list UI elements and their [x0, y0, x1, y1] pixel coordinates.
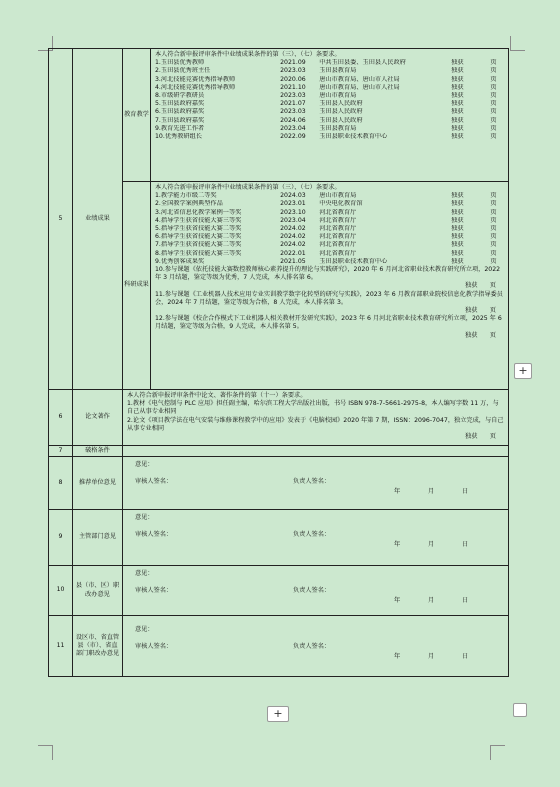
application-form-table [48, 48, 509, 677]
achievement-page: 页 [490, 257, 497, 265]
opinion-number: 9 [49, 510, 73, 566]
achievement-title: 7.玉田县政府嘉奖 [155, 116, 205, 124]
sec6-intro: 本人符合新申报评审条件中论文、著作条件的第（十一）条要求。 [127, 392, 307, 399]
achievement-issuer: 唐山市教育局、唐山市人社局 [319, 75, 400, 83]
achievement-page: 页 [490, 249, 497, 257]
date-month: 月 [428, 597, 435, 605]
research-para-11-tail: 独获 页 [465, 307, 496, 315]
achievement-title: 10.优秀教研组长 [155, 133, 202, 141]
opinion-content[interactable] [123, 616, 509, 677]
date-year: 年 [394, 653, 401, 661]
achievement-row [155, 241, 504, 249]
achievement-date: 2022.09 [280, 133, 306, 141]
reviewer-signature-label: 审核人签名： [135, 478, 173, 486]
achievement-issuer: 河北省教育厅 [319, 233, 357, 241]
achievement-row [155, 250, 504, 258]
achievement-date: 2024.06 [280, 116, 306, 124]
achievement-page: 页 [490, 100, 497, 108]
achievement-status: 独获 [451, 192, 464, 200]
achievement-date: 2024.02 [280, 241, 306, 249]
achievement-status: 独获 [451, 208, 464, 216]
achievement-page: 页 [490, 124, 497, 132]
achievement-title: 2.全国教学案例典型作品 [155, 200, 223, 208]
date-year: 年 [394, 597, 401, 605]
achievement-issuer: 唐山市教育局 [319, 92, 357, 100]
achievement-status: 独获 [451, 100, 464, 108]
achievement-issuer: 玉田县人民政府 [319, 116, 363, 124]
achievement-status: 独获 [451, 133, 464, 141]
achievement-status: 独获 [451, 257, 464, 265]
sec6-row [49, 390, 509, 446]
achievement-page: 页 [490, 67, 497, 75]
achievement-date: 2023.03 [280, 108, 306, 116]
achievement-date: 2021.09 [280, 59, 306, 67]
achievement-date: 2022.01 [280, 249, 306, 257]
opinion-row-10 [49, 566, 509, 616]
opinion-label: 推荐单位意见 [73, 457, 123, 510]
achievement-row [155, 117, 504, 125]
reviewer-signature-label: 审核人签名： [135, 643, 173, 651]
table-resize-handle[interactable] [513, 703, 527, 717]
opinion-row-9 [49, 510, 509, 566]
achievement-title: 7.指导学生获省技能大赛二等奖 [155, 241, 242, 249]
achievement-issuer: 玉田县职业技术教育中心 [319, 257, 388, 265]
achievement-page: 页 [490, 92, 497, 100]
achievement-issuer: 中央电化教育馆 [319, 200, 363, 208]
achievement-date: 2023.01 [280, 200, 306, 208]
achievement-page: 页 [490, 200, 497, 208]
teach-intro: 本人符合新申报评审条件中业绩成果条件的第（三）、（七）条要求。 [155, 51, 341, 58]
achievement-date: 2024.02 [280, 225, 306, 233]
teach-sublabel: 教育教学 [123, 49, 151, 182]
achievement-status: 独获 [451, 124, 464, 132]
opinion-label: 设区市、省直管县（市）、省直部门职改办意见 [73, 616, 123, 677]
achievement-page: 页 [490, 225, 497, 233]
achievement-date: 2021.10 [280, 83, 306, 91]
achievement-title: 8.市级研学教研员 [155, 92, 205, 100]
achievement-status: 独获 [451, 67, 464, 75]
achievement-title: 5.玉田县政府嘉奖 [155, 100, 205, 108]
achievement-issuer: 河北省教育厅 [319, 225, 357, 233]
achievement-row [155, 76, 504, 84]
achievement-status: 独获 [451, 108, 464, 116]
sec6-item-2: 2.论文《项目教学法在电气安装与维修课程教学中的应用》发表于《电脑校园》2020 年第 7 期，ISSN：2096-7047，独立完成，与自己从事专业相同 [127, 416, 504, 432]
achievement-title: 9.教育先进工作者 [155, 124, 205, 132]
achievement-row [155, 108, 504, 116]
achievement-title: 3.河北技能竞赛优秀指导教师 [155, 75, 236, 83]
leader-signature-label: 负责人签名： [293, 587, 331, 595]
achievement-row [155, 125, 504, 133]
achievement-row [155, 209, 504, 217]
achievement-date: 2023.03 [280, 92, 306, 100]
achievement-status: 独获 [451, 241, 464, 249]
achievement-status: 独获 [451, 200, 464, 208]
opinion-number: 8 [49, 457, 73, 510]
leader-signature-label: 负责人签名： [293, 531, 331, 539]
add-row-bottom-button[interactable]: + [267, 706, 289, 722]
achievement-issuer: 玉田县教育局 [319, 124, 357, 132]
crop-mark-bottom-right [490, 745, 505, 760]
date-day: 日 [462, 597, 469, 605]
achievement-date: 2023.04 [280, 216, 306, 224]
achievement-page: 页 [490, 241, 497, 249]
sec5-number: 5 [49, 49, 73, 390]
achievement-issuer: 玉田县教育局 [319, 67, 357, 75]
achievement-row [155, 67, 504, 75]
achievement-row [155, 133, 504, 141]
achievement-row [155, 225, 504, 233]
achievement-row [155, 84, 504, 92]
achievement-issuer: 河北省教育厅 [319, 249, 357, 257]
achievement-status: 独获 [451, 225, 464, 233]
achievement-status: 独获 [451, 249, 464, 257]
reviewer-signature-label: 审核人签名： [135, 587, 173, 595]
achievement-issuer: 唐山市教育局、唐山市人社局 [319, 83, 400, 91]
sec6-content[interactable] [123, 390, 509, 446]
opinion-prompt: 意见： [135, 626, 154, 633]
achievement-title: 9.优秀创客成果奖 [155, 257, 205, 265]
date-month: 月 [428, 653, 435, 661]
achievement-date: 2023.03 [280, 67, 306, 75]
achievement-status: 独获 [451, 92, 464, 100]
opinion-prompt: 意见： [135, 461, 154, 468]
achievement-row [155, 92, 504, 100]
achievement-status: 独获 [451, 233, 464, 241]
opinion-row-8 [49, 457, 509, 510]
achievement-status: 独获 [451, 216, 464, 224]
achievement-title: 6.指导学生获省技能大赛二等奖 [155, 233, 242, 241]
date-month: 月 [428, 541, 435, 549]
achievement-date: 2023.04 [280, 124, 306, 132]
achievement-date: 2021.05 [280, 257, 306, 265]
achievement-row [155, 200, 504, 208]
opinion-number: 11 [49, 616, 73, 677]
achievement-issuer: 河北省教育厅 [319, 241, 357, 249]
date-year: 年 [394, 541, 401, 549]
research-sublabel: 科研成果 [123, 182, 151, 390]
achievement-date: 2024.02 [280, 233, 306, 241]
achievement-page: 页 [490, 108, 497, 116]
achievement-status: 独获 [451, 116, 464, 124]
achievement-page: 页 [490, 208, 497, 216]
sec7-row [49, 446, 509, 457]
research-list [155, 192, 504, 266]
achievement-title: 5.指导学生获省技能大赛二等奖 [155, 225, 242, 233]
achievement-title: 4.河北技能竞赛优秀指导教师 [155, 83, 236, 91]
sec7-label: 破格条件 [73, 446, 123, 457]
research-intro: 本人符合新申报评审条件中业绩成果条件的第（三）、（七）条要求。 [155, 184, 341, 191]
research-content[interactable] [151, 182, 509, 390]
achievement-page: 页 [490, 216, 497, 224]
sec7-number: 7 [49, 446, 73, 457]
achievement-title: 1.玉田县优秀教师 [155, 59, 205, 67]
achievement-status: 独获 [451, 83, 464, 91]
achievement-page: 页 [490, 192, 497, 200]
achievement-date: 2021.07 [280, 100, 306, 108]
achievement-title: 3.河北省信息化教学案例一等奖 [155, 208, 242, 216]
date-year: 年 [394, 488, 401, 496]
leader-signature-label: 负责人签名： [293, 643, 331, 651]
achievement-row [155, 217, 504, 225]
research-para-10-tail: 独获 页 [465, 282, 496, 290]
opinion-label: 县（市、区）职改办意见 [73, 566, 123, 616]
teach-list [155, 59, 504, 141]
date-day: 日 [462, 541, 469, 549]
achievement-issuer: 玉田县职业技术教育中心 [319, 133, 388, 141]
achievement-page: 页 [490, 59, 497, 67]
achievement-status: 独获 [451, 59, 464, 67]
add-row-button[interactable]: + [514, 363, 532, 379]
opinion-content[interactable] [123, 457, 509, 510]
sec5-teach-row [49, 49, 509, 182]
research-para-12-tail: 独获 页 [465, 331, 496, 339]
achievement-date: 2020.06 [280, 75, 306, 83]
reviewer-signature-label: 审核人签名： [135, 531, 173, 539]
achievement-row [155, 233, 504, 241]
leader-signature-label: 负责人签名： [293, 478, 331, 486]
achievement-issuer: 玉田县人民政府 [319, 100, 363, 108]
date-day: 日 [462, 488, 469, 496]
achievement-issuer: 玉田县人民政府 [319, 108, 363, 116]
sec5-label: 业绩成果 [73, 49, 123, 390]
achievement-page: 页 [490, 75, 497, 83]
opinion-content[interactable] [123, 510, 509, 566]
sec6-item-1: 1.教材《电气控制与 PLC 应用》担任副主编，哈尔滨工程大学出版社出版，书号 ISBN 978-7-5661-2975-8，本人编写字数 11 万，与自己从事专业相同 [127, 400, 499, 416]
date-day: 日 [462, 653, 469, 661]
achievement-title: 4.指导学生获省技能大赛三等奖 [155, 216, 242, 224]
achievement-date: 2024.03 [280, 192, 306, 200]
achievement-status: 独获 [451, 75, 464, 83]
achievement-row [155, 258, 504, 266]
achievement-date: 2023.10 [280, 208, 306, 216]
achievement-page: 页 [490, 133, 497, 141]
achievement-page: 页 [490, 116, 497, 124]
sec7-content[interactable] [123, 446, 509, 457]
research-para-12: 12.参与课题《校企合作模式下工业机器人相关教材开发研究实践》，2023 年 6 月河北省职业技术教育研究所立项，2025 年 6 月结题，鉴定等级为合格，9 人完成，本人排名第 5。 [155, 315, 502, 331]
opinion-prompt: 意见： [135, 570, 154, 577]
sec6-label: 论文著作 [73, 390, 123, 446]
opinion-number: 10 [49, 566, 73, 616]
achievement-issuer: 河北省教育厅 [319, 216, 357, 224]
achievement-title: 6.玉田县政府嘉奖 [155, 108, 205, 116]
achievement-row [155, 192, 504, 200]
research-para-11: 11.参与课题《工业机器人技术应用专业实训教学数字化转型的研究与实践》，2023 年 6 月教育部职业院校信息化教学指导委员会，2024 年 7 月结题，鉴定等级为合格，8 人完成，本人排名第 3。 [155, 290, 503, 306]
opinion-label: 主管部门意见 [73, 510, 123, 566]
opinion-prompt: 意见： [135, 514, 154, 521]
crop-mark-top-right [510, 36, 525, 51]
achievement-row [155, 100, 504, 108]
research-para-10: 10.参与课题《依托技能大赛数控教师核心素养提升的理论与实践研究》，2020 年 6 月河北省职业技术教育研究所立项，2022 年 3 月结题，鉴定等级为优秀，7 人完成，本人排名第 6。 [155, 266, 501, 282]
sec6-number: 6 [49, 390, 73, 446]
achievement-title: 1.教学能力市级二等奖 [155, 192, 217, 200]
opinion-row-11 [49, 616, 509, 677]
achievement-issuer: 中共玉田县委、玉田县人民政府 [319, 59, 406, 67]
achievement-title: 8.指导学生获省技能大赛三等奖 [155, 249, 242, 257]
achievement-issuer: 唐山市教育局 [319, 192, 357, 200]
achievement-page: 页 [490, 233, 497, 241]
achievement-row [155, 59, 504, 67]
achievement-page: 页 [490, 83, 497, 91]
achievement-issuer: 河北省教育厅 [319, 208, 357, 216]
opinion-content[interactable] [123, 566, 509, 616]
achievement-title: 2.玉田县优秀班主任 [155, 67, 211, 75]
sec6-tail: 独获 页 [465, 433, 496, 441]
teach-content[interactable] [151, 49, 509, 182]
crop-mark-bottom-left [38, 745, 53, 760]
date-month: 月 [428, 488, 435, 496]
